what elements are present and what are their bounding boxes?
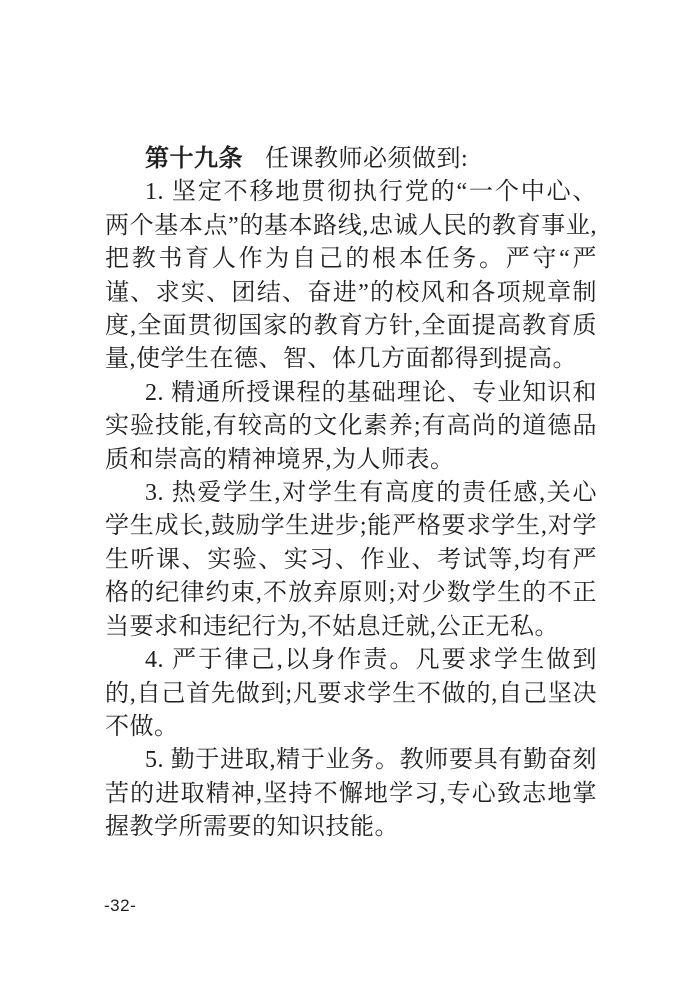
paragraph-item-2: 2. 精通所授课程的基础理论、专业知识和实验技能,有较高的文化素养;有高尚的道德品质和崇高的精神境界,为人师表。 [105, 379, 597, 473]
article-heading [105, 143, 597, 176]
paragraph-item-4: 4. 严于律己,以身作责。凡要求学生做到的,自己首先做到;凡要求学生不做的,自己坚决不做。 [105, 647, 597, 740]
article-heading-number: 第十九条 [145, 146, 243, 172]
document-body [105, 143, 597, 845]
paragraph-item-5: 5. 勤于进取,精于业务。教师要具有勤奋刻苦的进取精神,坚持不懈地学习,专心致志地掌握教学所需要的知识技能。 [105, 747, 597, 841]
paragraph-item-3: 3. 热爱学生,对学生有高度的责任感,关心学生成长,鼓励学生进步;能严格要求学生,对学生听课、实验、实习、作业、考试等,均有严格的纪律约束,不放弃原则;对少数学生的不正当要求和违纪行为,不姑息迁就,公正无私。 [105, 480, 597, 640]
article-heading-title: 任课教师必须做到: [265, 146, 469, 172]
page-number: -32- [104, 896, 137, 915]
paragraph-item-1: 1. 坚定不移地贯彻执行党的“一个中心、两个基本点”的基本路线,忠诚人民的教育事业,把教书育人作为自己的根本任务。严守“严谨、求实、团结、奋进”的校风和各项规章制度,全面贯彻国家的教育方针,全面提高教育质量,使学生在德、智、体几方面都得到提高。 [105, 179, 597, 373]
